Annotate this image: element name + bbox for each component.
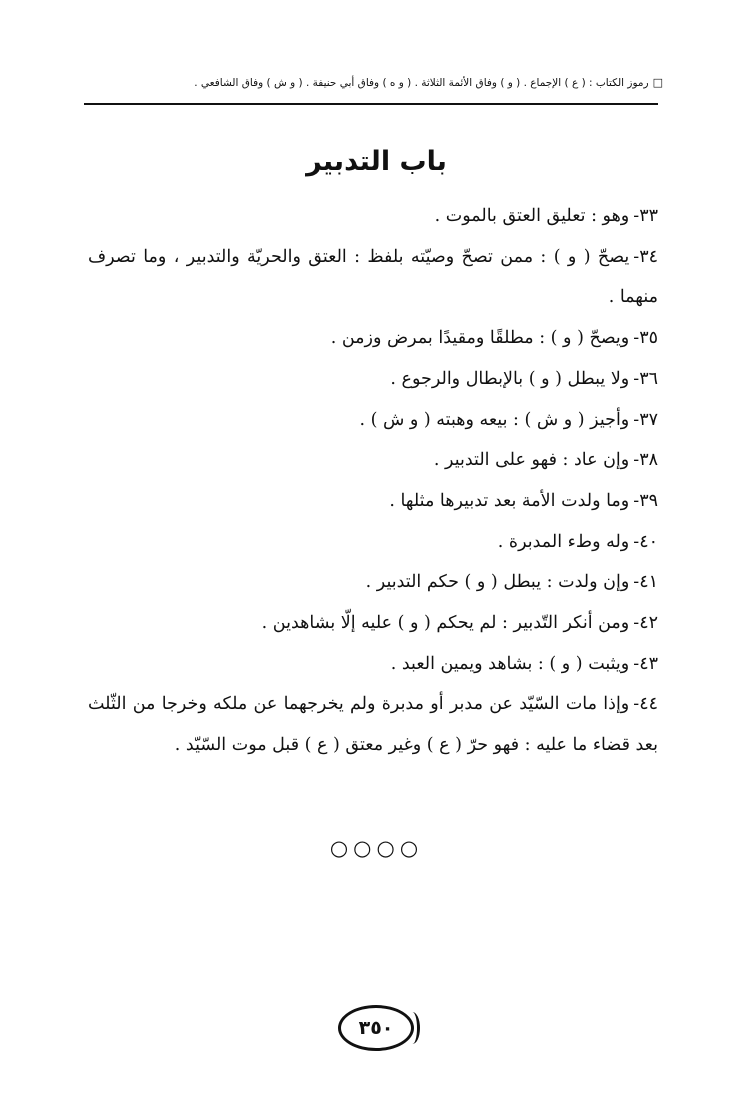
entry-text: ولا يبطل ( و ) بالإبطال والرجوع . [390, 368, 630, 389]
entry-text: وإن عاد : فهو على التدبير . [433, 450, 630, 471]
page-number: ٣٥٠ [338, 1005, 414, 1051]
entry-number: ٣٨- [633, 450, 658, 471]
entry-text: وأجيز ( و ش ) : بيعه وهبته ( و ش ) . [359, 409, 630, 430]
entry-number: ٣٣- [633, 206, 658, 226]
entry-number: ٤٢- [633, 613, 658, 634]
entry-text: وإن ولدت : يبطل ( و ) حكم التدبير . [365, 572, 630, 593]
entry-36 [88, 359, 658, 400]
entry-number: ٣٥- [633, 328, 658, 349]
chapter-title: باب التدبير [306, 146, 447, 177]
entry-37 [88, 400, 658, 441]
entry-41 [88, 562, 658, 603]
entry-text: وله وطء المدبرة . [497, 531, 630, 552]
entry-text: ويثبت ( و ) : بشاهد ويمين العبد . [390, 653, 630, 674]
entry-number: ٤٤- [633, 694, 658, 715]
entry-text: وإذا مات السّيّد عن مدبر أو مدبرة ولم يخرجهما عن ملكه وخرجا من الثّلث بعد قضاء ما عليه : فهو حرّ ( ع ) وغير معتق ( ع ) قبل موت السّيّد . [88, 694, 658, 756]
entry-40 [88, 522, 658, 563]
entry-number: ٣٩- [633, 490, 658, 511]
entry-text: وما ولدت الأمة بعد تدبيرها مثلها . [389, 490, 630, 511]
entry-number: ٣٧- [633, 409, 658, 430]
section-separator: ○○○○ [329, 836, 424, 860]
entry-34 [88, 237, 658, 318]
entry-text: وهو : تعليق العتق بالموت . [434, 206, 630, 226]
entry-number: ٤٠- [633, 531, 658, 552]
entry-number: ٤١- [633, 572, 658, 593]
entry-33 [88, 196, 658, 237]
entry-35 [88, 318, 658, 359]
entry-text: ويصحّ ( و ) : مطلقًا ومقيدًا بمرض وزمن . [330, 328, 630, 349]
square-bullet-icon: □ [652, 76, 663, 89]
entry-44 [88, 684, 658, 765]
entries-list [88, 196, 658, 766]
entry-43 [88, 644, 658, 685]
entry-42 [88, 603, 658, 644]
entry-38 [88, 440, 658, 481]
header-text: رموز الكتاب : ( ع ) الإجماع . ( و ) وفاق الأئمة الثلاثة . ( و ه ) وفاق أبي حنيفة . ( و ش ) وفاق الشافعي . [194, 77, 649, 89]
entry-number: ٣٦- [633, 368, 658, 389]
entry-text: يصحّ ( و ) : ممن تصحّ وصيّته بلفظ : العتق والحريّة والتدبير ، وما تصرف منهما . [88, 246, 658, 308]
running-header [93, 72, 663, 94]
header-rule [84, 103, 658, 105]
entry-39 [88, 481, 658, 522]
entry-text: ومن أنكر التّدبير : لم يحكم ( و ) عليه إلّا بشاهدين . [261, 613, 630, 634]
entry-number: ٤٣- [633, 653, 658, 674]
entry-number: ٣٤- [633, 246, 658, 267]
